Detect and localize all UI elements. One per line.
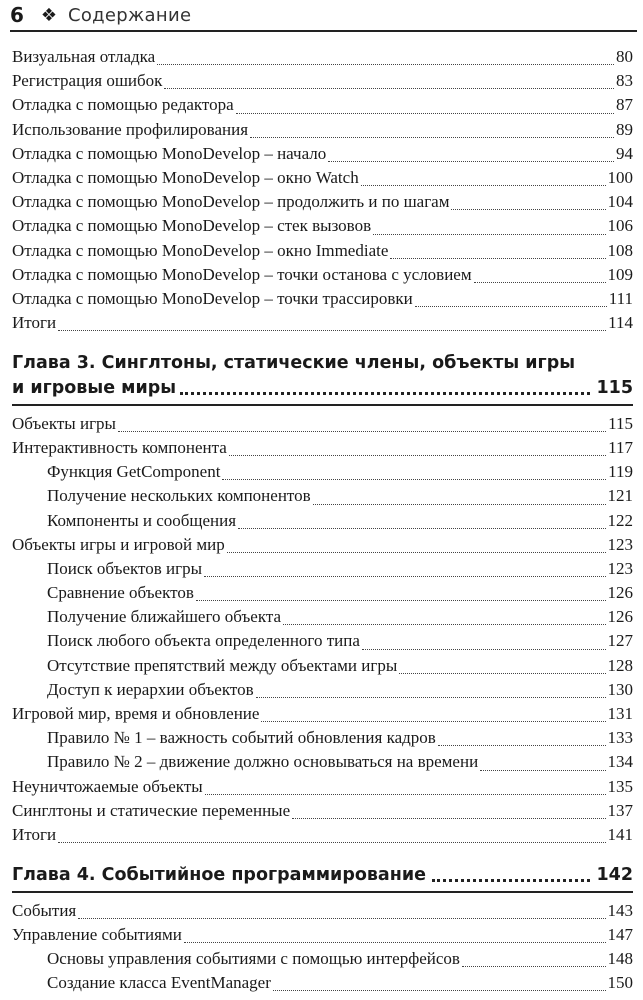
chapter-3-title-line1: Глава 3. Синглтоны, статические члены, объекты игры [12, 353, 576, 374]
leader-dots [164, 87, 614, 89]
toc-entry [12, 680, 633, 704]
leader-dots [236, 112, 614, 114]
toc-entry [12, 559, 633, 583]
chapter-rule [12, 404, 633, 406]
toc-entry-page: 126 [607, 583, 633, 603]
leader-dots [390, 257, 605, 259]
toc-entry-page: 117 [608, 437, 633, 457]
toc-entry [12, 656, 633, 680]
toc-entry-title: Функция GetComponent [47, 462, 221, 482]
leader-dots [451, 208, 605, 210]
toc-entry-title: Компоненты и сообщения [47, 510, 237, 530]
toc-section-chapter2 [12, 47, 633, 337]
toc-entry-title: Отладка с помощью редактора [12, 95, 234, 115]
leader-dots [204, 575, 605, 577]
toc-entry-page: 115 [608, 413, 633, 433]
toc-entry-page: 83 [616, 71, 633, 91]
toc-entry-page: 89 [616, 119, 633, 139]
toc-entry-title: Объекты игры и игровой мир [12, 534, 225, 554]
toc-entry-page: 121 [607, 486, 633, 506]
toc-entry [12, 752, 633, 776]
toc-entry-title: Визуальная отладка [12, 47, 156, 66]
leader-dots [292, 817, 605, 819]
leader-dots [184, 941, 606, 943]
toc-section-chapter4 [12, 901, 633, 998]
toc-entry-page: 134 [607, 752, 633, 772]
chapter-4-heading [12, 863, 633, 888]
toc-entry [12, 95, 633, 119]
toc-entry-title: События [12, 900, 77, 920]
toc-entry [12, 216, 633, 240]
leader-dots [273, 989, 606, 991]
toc-entry-title: Регистрация ошибок [12, 71, 163, 91]
toc-entry [12, 801, 633, 825]
toc-entry-page: 119 [608, 462, 633, 482]
toc-entry-title: Правило № 1 – важность событий обновления кадров [47, 728, 436, 748]
leader-dots [250, 136, 614, 138]
toc-entry [12, 168, 633, 192]
toc-entry [12, 486, 633, 510]
leader-dots [58, 841, 605, 843]
toc-entry-page: 135 [607, 776, 633, 796]
leader-dots [205, 793, 606, 795]
leader-dots [415, 305, 607, 307]
toc-entry-page: 87 [616, 95, 633, 115]
toc-entry-title: Отладка с помощью MonoDevelop – точки трассировки [12, 288, 413, 308]
toc-entry-title: Игровой мир, время и обновление [12, 704, 260, 723]
toc-entry-title: Отладка с помощью MonoDevelop – продолжить и по шагам [12, 192, 450, 212]
leader-dots [474, 281, 606, 283]
toc-entry-page: 143 [607, 900, 633, 920]
toc-entry-page: 111 [608, 288, 633, 308]
toc-entry [12, 607, 633, 631]
toc-entry-page: 80 [616, 47, 633, 66]
toc-entry-title: Основы управления событиями с помощью интерфейсов [47, 949, 460, 968]
leader-dots [157, 63, 614, 65]
leader-dots [361, 184, 606, 186]
toc-entry-page: 127 [607, 631, 633, 651]
chapter-4-title: Глава 4. Событийное программирование [12, 865, 426, 886]
chapter-4-page: 142 [596, 865, 633, 886]
toc-entry-page: 131 [607, 704, 633, 723]
toc-entry-page: 141 [607, 824, 633, 844]
toc-entry [12, 120, 633, 144]
leader-dots [256, 696, 606, 698]
leader-dots [313, 503, 606, 505]
toc-entry [12, 144, 633, 168]
toc-entry [12, 535, 633, 559]
page-number: 6 [10, 3, 24, 27]
toc-entry-title: Правило № 2 – движение должно основываться на времени [47, 752, 479, 772]
toc-entry [12, 925, 633, 949]
toc-entry-title: Получение ближайшего объекта [47, 607, 282, 627]
toc-entry-title: Интерактивность компонента [12, 437, 227, 457]
leader-dots [180, 391, 590, 395]
leader-dots [78, 917, 605, 919]
toc-entry-title: Отладка с помощью MonoDevelop – окно Watch [12, 167, 359, 187]
toc-entry-page: 123 [607, 558, 633, 578]
toc-entry-title: Отсутствие препятствий между объектами игры [47, 655, 398, 675]
toc-entry-title: Отладка с помощью MonoDevelop – стек вызовов [12, 216, 372, 236]
toc-entry [12, 511, 633, 535]
toc-entry-page: 104 [607, 192, 633, 212]
toc-entry [12, 777, 633, 801]
toc-entry-title: Объекты игры [12, 413, 116, 433]
toc-entry-page: 130 [607, 679, 633, 699]
toc-entry-title: Использование профилирования [12, 119, 249, 139]
leader-dots [118, 430, 606, 432]
toc-entry [12, 289, 633, 313]
leader-dots [229, 454, 606, 456]
toc-entry-title: Синглтоны и статические переменные [12, 800, 291, 820]
toc-entry-page: 150 [607, 973, 633, 993]
toc-entry [12, 583, 633, 607]
leader-dots [227, 551, 606, 553]
leader-dots [238, 527, 605, 529]
ornament-icon: ❖ [40, 4, 58, 26]
toc-entry-title: Доступ к иерархии объектов [47, 679, 254, 699]
leader-dots [432, 878, 591, 882]
leader-dots [328, 160, 614, 162]
running-title: Содержание [68, 4, 192, 26]
toc-entry [12, 973, 633, 997]
chapter-3-heading [12, 351, 633, 401]
toc-entry-title: Получение нескольких компонентов [47, 486, 311, 506]
toc-entry-page: 122 [607, 510, 633, 530]
running-header [10, 0, 637, 30]
toc-entry-page: 133 [607, 728, 633, 748]
toc-entry-page: 114 [608, 313, 633, 333]
toc-entry [12, 825, 633, 849]
toc-entry-page: 126 [607, 607, 633, 627]
chapter-3-page: 115 [596, 378, 633, 399]
toc-entry-page: 109 [607, 264, 633, 284]
toc-entry [12, 901, 633, 925]
toc-entry-title: Поиск объектов игры [47, 558, 203, 578]
toc-entry-title: Итоги [12, 824, 57, 844]
leader-dots [480, 769, 605, 771]
toc-entry-page: 94 [616, 143, 633, 163]
toc-entry [12, 462, 633, 486]
toc-entry-title: Управление событиями [12, 924, 182, 944]
toc-entry-title: Отладка с помощью MonoDevelop – начало [12, 143, 327, 163]
toc-entry [12, 265, 633, 289]
toc-section-chapter3 [12, 414, 633, 849]
leader-dots [399, 672, 605, 674]
toc-entry [12, 47, 633, 71]
toc-entry-page: 148 [607, 949, 633, 968]
toc-entry [12, 631, 633, 655]
toc-entry-title: Сравнение объектов [47, 583, 194, 603]
toc-entry-title: Отладка с помощью MonoDevelop – окно Immediate [12, 240, 389, 260]
toc-entry-title: Поиск любого объекта определенного типа [47, 631, 360, 651]
toc-entry-title: Итоги [12, 313, 57, 333]
leader-dots [196, 599, 606, 601]
header-rule [10, 30, 637, 32]
toc-entry-page: 137 [607, 800, 633, 820]
leader-dots [362, 648, 606, 650]
toc-entry-page: 106 [607, 216, 633, 236]
leader-dots [373, 233, 605, 235]
toc-entry [12, 728, 633, 752]
toc-entry [12, 71, 633, 95]
toc-entry [12, 438, 633, 462]
leader-dots [261, 720, 605, 722]
toc-entry-title: Создание класса EventManager [47, 973, 271, 993]
toc-entry [12, 949, 633, 973]
leader-dots [438, 744, 606, 746]
chapter-rule [12, 891, 633, 893]
toc-entry [12, 241, 633, 265]
toc-entry-page: 100 [607, 167, 633, 187]
toc-entry [12, 313, 633, 337]
toc-entry-page: 128 [607, 655, 633, 675]
toc-entry-title: Неуничтожаемые объекты [12, 776, 203, 796]
toc-entry [12, 704, 633, 728]
chapter-3-title-line2: и игровые миры [12, 378, 177, 399]
toc-entry [12, 192, 633, 216]
leader-dots [58, 329, 606, 331]
toc-entry-page: 147 [607, 924, 633, 944]
toc-entry-page: 108 [607, 240, 633, 260]
leader-dots [283, 623, 605, 625]
toc-entry-title: Отладка с помощью MonoDevelop – точки останова с условием [12, 264, 472, 284]
toc-entry-page: 123 [607, 534, 633, 554]
toc [12, 47, 633, 997]
leader-dots [462, 965, 606, 967]
leader-dots [222, 478, 606, 480]
toc-entry [12, 414, 633, 438]
